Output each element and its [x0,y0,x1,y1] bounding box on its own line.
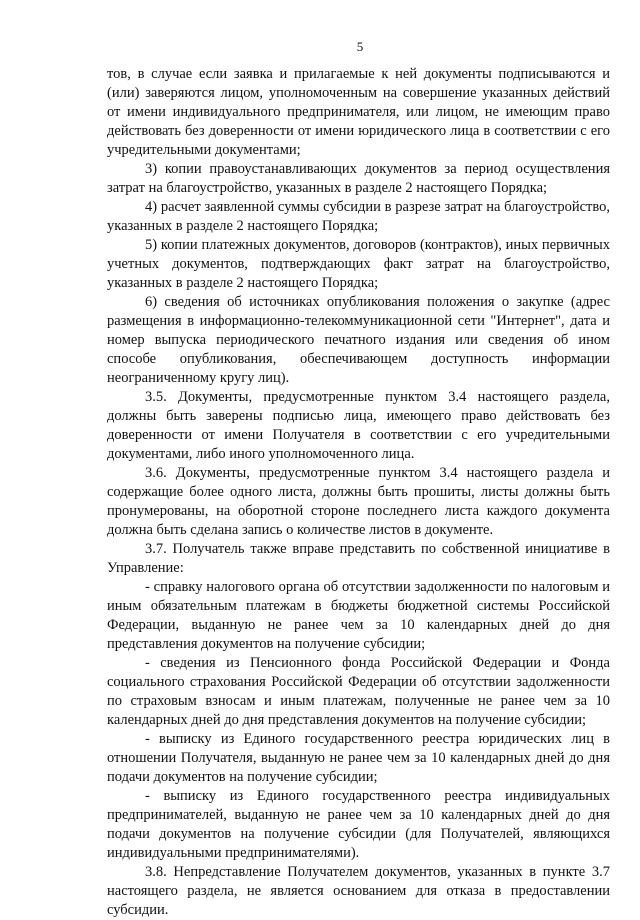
paragraph-item-5: 5) копии платежных документов, договоров (контрактов), иных первичных учетных документов, подтверждающих факт затрат на благоустройство, указанных в разделе 2 настоящего Порядка; [107,237,610,291]
paragraph-item-4: 4) расчет заявленной суммы субсидии в разрезе затрат на благоустройство, указанных в разделе 2 настоящего Порядка; [107,199,610,234]
page-number: 5 [356,39,364,54]
paragraph-item-3: 3) копии правоустанавливающих документов за период осуществления затрат на благоустройство, указанных в разделе 2 настоящего Порядка; [107,161,610,196]
list-item-tax-certificate: - справку налогового органа об отсутствии задолженности по налоговым и иным обязательным платежам в бюджеты бюджетной системы Российской Федерации, выданную не ранее чем за 10 календарных дней до дня представления документов на получение субсидии; [107,579,610,652]
list-item-legal-entities-registry: - выписку из Единого государственного реестра юридических лиц в отношении Получателя, выданную не ранее чем за 10 календарных дней до дня подачи документов на получение субсидии; [107,731,610,785]
paragraph-3-6: 3.6. Документы, предусмотренные пунктом 3.4 настоящего раздела и содержащие более одного листа, должны быть прошиты, листы должны быть пронумерованы, на оборотной стороне последнего листа каждого документа должна быть сделана запись о количестве листов в документе. [107,465,610,538]
paragraph-3-5: 3.5. Документы, предусмотренные пунктом 3.4 настоящего раздела, должны быть заверены подписью лица, имеющего право действовать без доверенности от имени Получателя в соответствии с его учредительными документами, либо иного уполномоченного лица. [107,389,610,462]
list-item-entrepreneurs-registry: - выписку из Единого государственного реестра индивидуальных предпринимателей, выданную не ранее чем за 10 календарных дней до дня подачи документов на получение субсидии (для Получателей, являющихся индивидуальными предпринимателями). [107,788,610,861]
document-body [107,65,610,920]
paragraph-3-7: 3.7. Получатель также вправе представить по собственной инициативе в Управление: [107,541,610,576]
paragraph-continuation: тов, в случае если заявка и прилагаемые к ней документы подписываются и (или) заверяются лицом, уполномоченным на совершение указанных действий от имени индивидуального предпринимателя, или лицом, не имеющим право действовать без доверенности от имени юридического лица в соответствии с его учредительными документами; [107,66,610,158]
paragraph-item-6: 6) сведения об источниках опубликования положения о закупке (адрес размещения в информационно-телекоммуникационной сети "Интернет", дата и номер выпуска периодического печатного издания или сведения об ином способе опубликования, обеспечивающем доступность информации неограниченному кругу лиц). [107,294,610,386]
paragraph-3-8: 3.8. Непредставление Получателем документов, указанных в пункте 3.7 настоящего раздела, не является основанием для отказа в предоставлении субсидии. [107,864,610,918]
list-item-pension-fund: - сведения из Пенсионного фонда Российской Федерации и Фонда социального страхования Российской Федерации об отсутствии задолженности по страховым взносам и иным платежам, полученные не ранее чем за 10 календарных дней до дня представления документов на получение субсидии; [107,655,610,728]
